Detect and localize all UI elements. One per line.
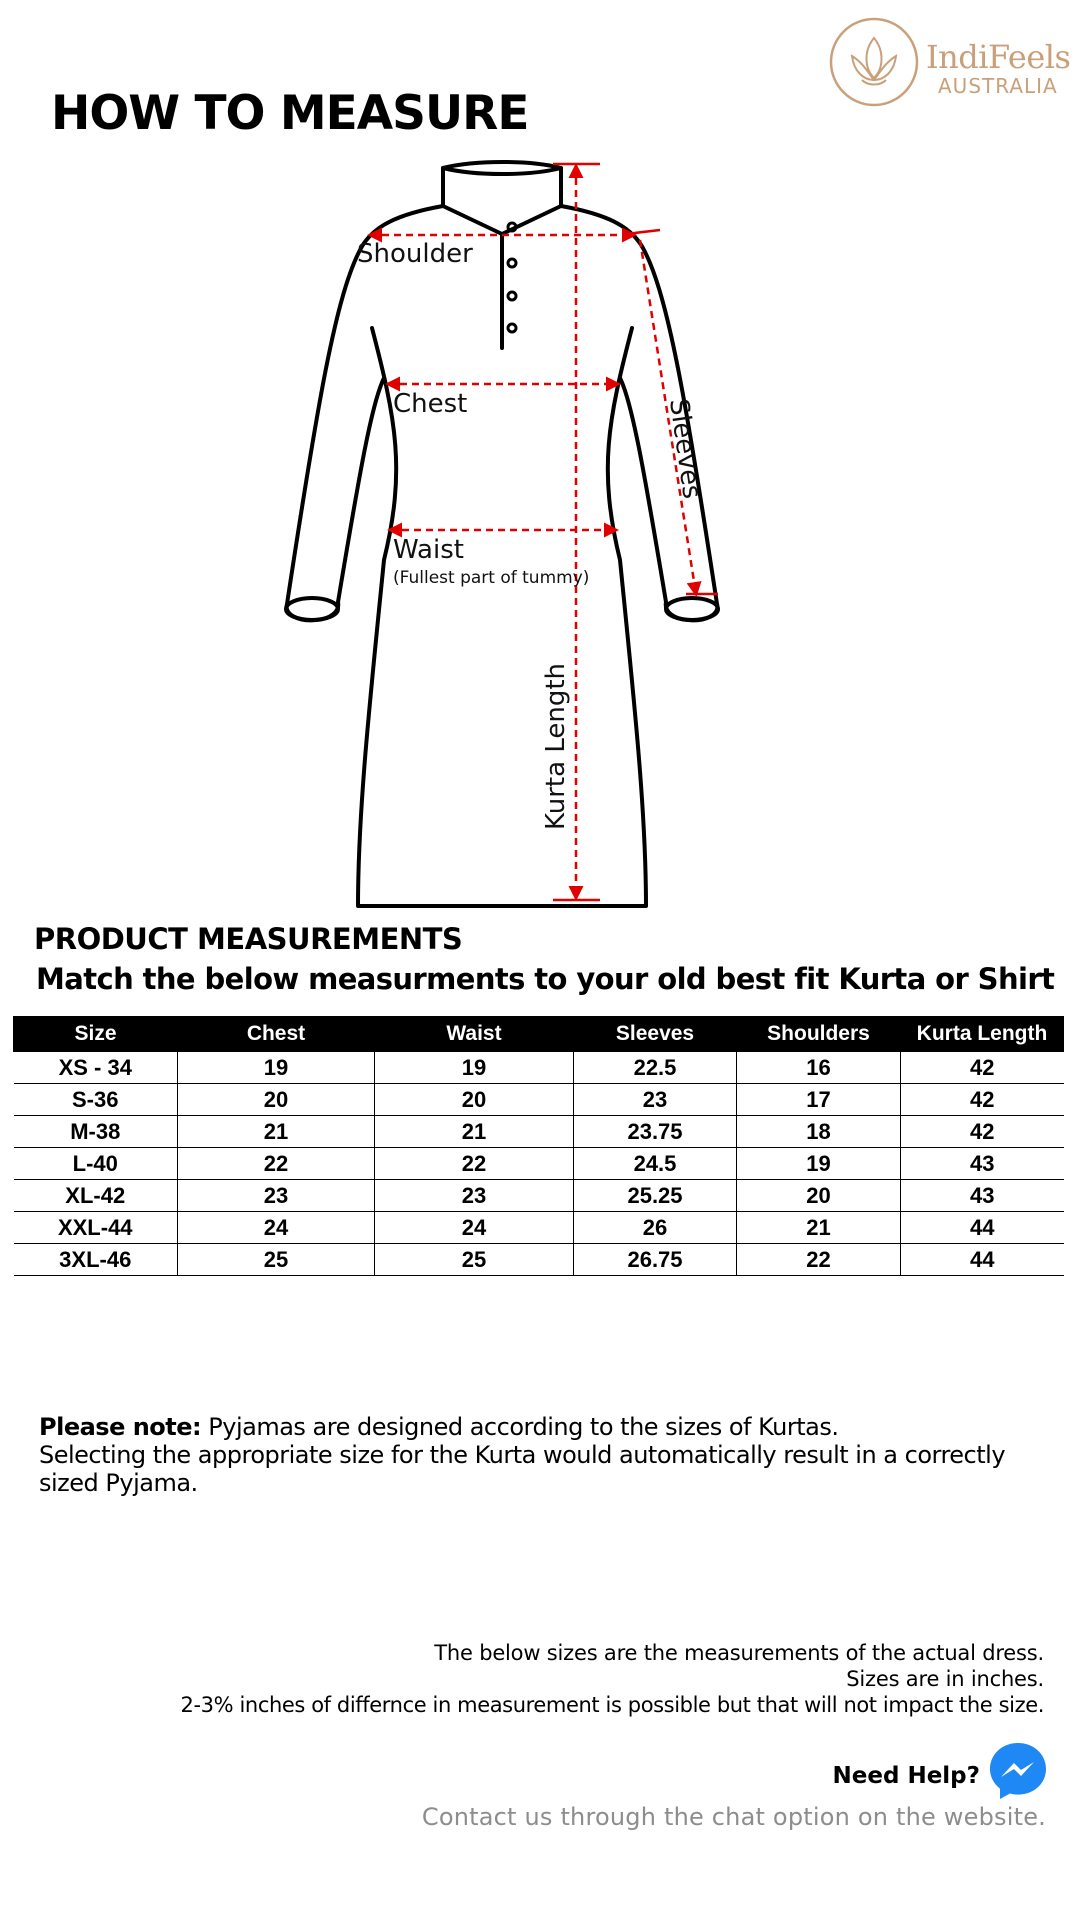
product-measurements-subheading: Match the below measurments to your old best fit Kurta or Shirt xyxy=(36,962,1055,996)
measurement-cell: 22 xyxy=(375,1148,574,1180)
buttons xyxy=(508,223,516,332)
measurement-cell: 44 xyxy=(901,1244,1064,1276)
shoulder-label: Shoulder xyxy=(357,239,473,269)
measurement-cell: 20 xyxy=(178,1084,375,1116)
kurta-length-label: Kurta Length xyxy=(541,663,571,830)
measurement-cell: 18 xyxy=(737,1116,901,1148)
measurement-cell: 19 xyxy=(375,1052,574,1084)
table-row xyxy=(14,1148,1064,1180)
measurement-cell: 16 xyxy=(737,1052,901,1084)
measurement-arrows xyxy=(370,166,696,898)
measurement-cell: 23 xyxy=(375,1180,574,1212)
size-cell: XXL-44 xyxy=(14,1212,178,1244)
sleeves-label: Sleeves xyxy=(663,396,707,501)
table-row xyxy=(14,1212,1064,1244)
contact-text: Contact us through the chat option on the website. xyxy=(421,1803,1046,1831)
disclaimer-line-3: 2-3% inches of differnce in measurement is possible but that will not impact the size. xyxy=(180,1693,1044,1717)
column-header: Waist xyxy=(375,1017,574,1052)
table-row xyxy=(14,1180,1064,1212)
kurta-diagram xyxy=(270,150,730,910)
size-table-body xyxy=(14,1052,1064,1276)
size-cell: XL-42 xyxy=(14,1180,178,1212)
measurement-cell: 21 xyxy=(178,1116,375,1148)
messenger-icon xyxy=(987,1740,1049,1802)
measurement-cell: 25 xyxy=(375,1244,574,1276)
disclaimer-line-1: The below sizes are the measurements of the actual dress. xyxy=(434,1641,1044,1665)
measurement-cell: 43 xyxy=(901,1180,1064,1212)
page-title: HOW TO MEASURE xyxy=(51,86,529,141)
table-row xyxy=(14,1116,1064,1148)
note-line-1: Pyjamas are designed according to the sizes of Kurtas. xyxy=(201,1413,839,1441)
table-row xyxy=(14,1084,1064,1116)
measurement-ticks xyxy=(553,164,718,900)
measurement-cell: 24 xyxy=(178,1212,375,1244)
pyjama-note xyxy=(39,1413,1019,1497)
measurement-cell: 42 xyxy=(901,1084,1064,1116)
measurement-cell: 25.25 xyxy=(574,1180,737,1212)
measurement-cell: 22.5 xyxy=(574,1052,737,1084)
size-cell: XS - 34 xyxy=(14,1052,178,1084)
size-chart-table xyxy=(13,1016,1064,1276)
measurement-cell: 21 xyxy=(737,1212,901,1244)
size-cell: 3XL-46 xyxy=(14,1244,178,1276)
measurement-cell: 42 xyxy=(901,1052,1064,1084)
measurement-cell: 19 xyxy=(178,1052,375,1084)
measurement-cell: 24.5 xyxy=(574,1148,737,1180)
lotus-logo-icon xyxy=(828,16,924,112)
measurement-cell: 23.75 xyxy=(574,1116,737,1148)
measurement-cell: 42 xyxy=(901,1116,1064,1148)
messenger-chat-button[interactable] xyxy=(987,1740,1049,1802)
kurta-outline xyxy=(286,162,718,906)
measurement-cell: 20 xyxy=(737,1180,901,1212)
measurement-cell: 23 xyxy=(574,1084,737,1116)
product-measurements-heading: PRODUCT MEASUREMENTS xyxy=(34,922,463,956)
measurement-cell: 22 xyxy=(737,1244,901,1276)
note-line-2: Selecting the appropriate size for the Kurta would automatically result in a correctly sized Pyjama. xyxy=(39,1441,1006,1497)
measurement-cell: 44 xyxy=(901,1212,1064,1244)
column-header: Size xyxy=(14,1017,178,1052)
measurement-cell: 25 xyxy=(178,1244,375,1276)
measurement-cell: 19 xyxy=(737,1148,901,1180)
measurement-cell: 17 xyxy=(737,1084,901,1116)
measurement-cell: 23 xyxy=(178,1180,375,1212)
measurement-cell: 24 xyxy=(375,1212,574,1244)
table-header-row xyxy=(14,1017,1064,1052)
column-header: Kurta Length xyxy=(901,1017,1064,1052)
measurement-cell: 26 xyxy=(574,1212,737,1244)
note-label: Please note: xyxy=(39,1413,202,1441)
size-cell: M-38 xyxy=(14,1116,178,1148)
table-row xyxy=(14,1244,1064,1276)
waist-note-label: (Fullest part of tummy) xyxy=(393,568,590,588)
measurement-cell: 43 xyxy=(901,1148,1064,1180)
measurement-cell: 21 xyxy=(375,1116,574,1148)
brand-logo xyxy=(828,16,1071,112)
measurement-cell: 26.75 xyxy=(574,1244,737,1276)
brand-name: IndiFeels xyxy=(926,38,1071,76)
table-row xyxy=(14,1052,1064,1084)
waist-label: Waist xyxy=(393,535,464,565)
chest-label: Chest xyxy=(393,389,468,419)
size-cell: L-40 xyxy=(14,1148,178,1180)
column-header: Sleeves xyxy=(574,1017,737,1052)
disclaimer-line-2: Sizes are in inches. xyxy=(846,1667,1044,1691)
need-help-label: Need Help? xyxy=(832,1763,980,1789)
measurement-cell: 20 xyxy=(375,1084,574,1116)
brand-subtitle: AUSTRALIA xyxy=(938,74,1058,98)
measurement-cell: 22 xyxy=(178,1148,375,1180)
column-header: Chest xyxy=(178,1017,375,1052)
size-cell: S-36 xyxy=(14,1084,178,1116)
column-header: Shoulders xyxy=(737,1017,901,1052)
